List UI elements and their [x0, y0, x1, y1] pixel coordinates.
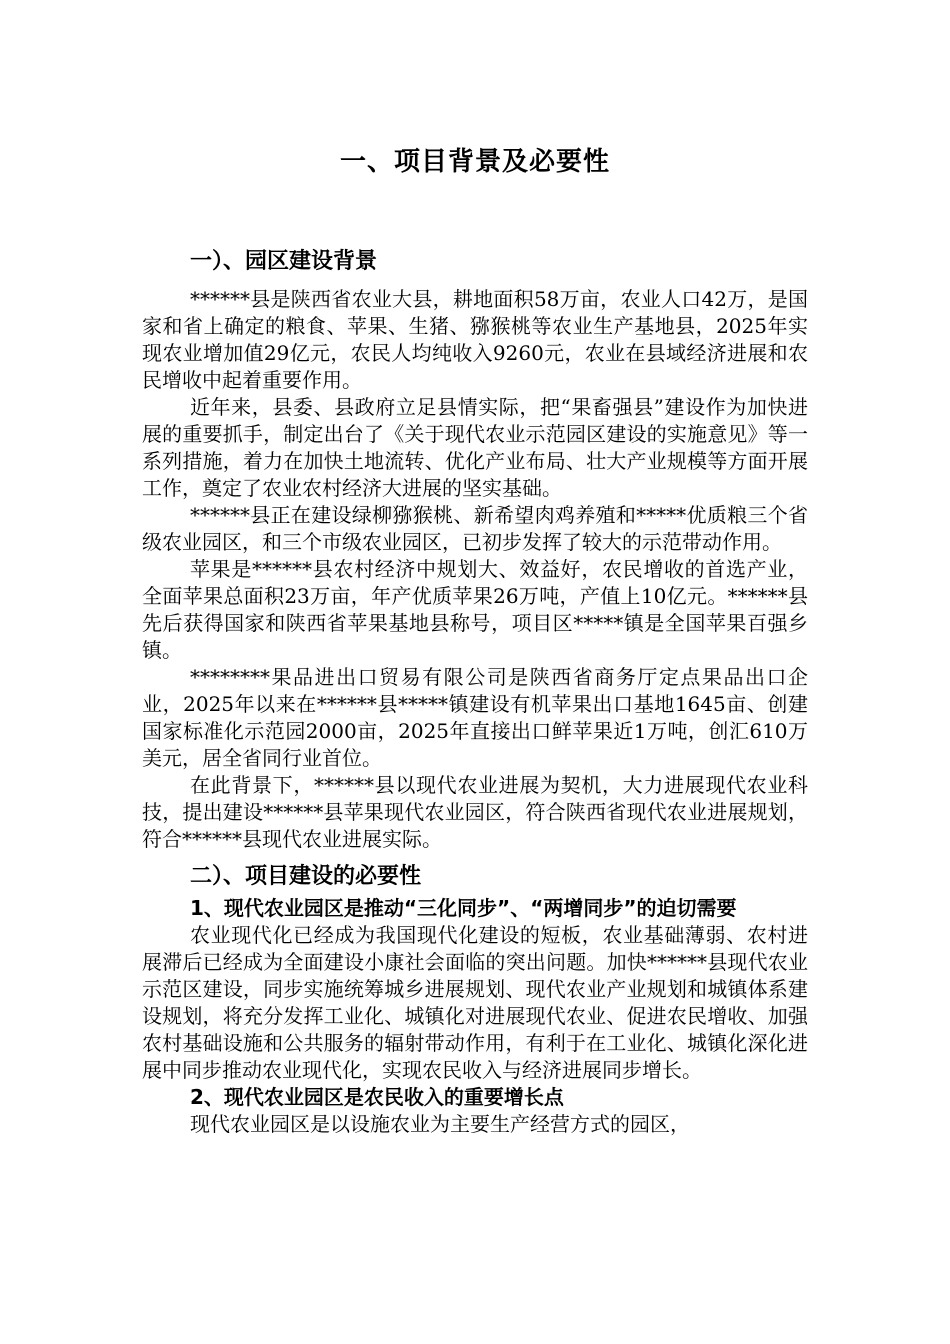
paragraph: 农业现代化已经成为我国现代化建设的短板，农业基础薄弱、农村进展滞后已经成为全面建设小康社会面临的突出问题。加快******县现代农业示范区建设，同步实施统筹城乡进展规划、现代农业产业规划和城镇体系建设规划，将充分发挥工业化、城镇化对进展现代农业、促进农民增收、加强农村基础设施和公共服务的辐射带动作用，有利于在工业化、城镇化深化进展中同步推动农业现代化，实现农民收入与经济进展同步增长。 [142, 923, 808, 1082]
section-heading-background: 一）、园区建设背景 [190, 249, 378, 274]
page-title: 一、项目背景及必要性 [339, 147, 610, 177]
paragraph: 在此背景下，******县以现代农业进展为契机，大力进展现代农业科技，提出建设******县苹果现代农业园区，符合陕西省现代农业进展规划，符合******县现代农业进展实际。 [142, 773, 808, 851]
paragraph: 苹果是******县农村经济中规划大、效益好，农民增收的首选产业，全面苹果总面积23万亩，年产优质苹果26万吨，产值上10亿元。******县先后获得国家和陕西省苹果基地县称号，项目区*****镇是全国苹果百强乡镇。 [142, 557, 808, 662]
paragraph: ********果品进出口贸易有限公司是陕西省商务厅定点果品出口企业，2025年以来在******县*****镇建设有机苹果出口基地1645亩、创建国家标准化示范园2000亩，2025年直接出口鲜苹果近1万吨，创汇610万美元，居全省同行业首位。 [142, 665, 808, 770]
paragraph: ******县正在建设绿柳猕猴桃、新希望肉鸡养殖和*****优质粮三个省级农业园区，和三个市级农业园区，已初步发挥了较大的示范带动作用。 [142, 503, 808, 554]
paragraph: ******县是陕西省农业大县，耕地面积58万亩，农业人口42万，是国家和省上确定的粮食、苹果、生猪、猕猴桃等农业生产基地县，2025年实现农业增加值29亿元，农民人均纯收入9260元，农业在县域经济进展和农民增收中起着重要作用。 [142, 287, 808, 392]
paragraph: 现代农业园区是以设施农业为主要生产经营方式的园区， [190, 1112, 690, 1136]
section-heading-necessity: 二）、项目建设的必要性 [190, 864, 422, 889]
paragraph: 近年来，县委、县政府立足县情实际，把“果畜强县”建设作为加快进展的重要抓手，制定出台了《关于现代农业示范园区建设的实施意见》等一系列措施，着力在加快土地流转、优化产业布局、壮大产业规模等方面开展工作，奠定了农业农村经济大进展的坚实基础。 [142, 395, 808, 500]
subsection-heading-2: 2、现代农业园区是农民收入的重要增长点 [190, 1085, 564, 1109]
document-body [142, 244, 808, 1138]
subsection-heading-1: 1、现代农业园区是推动“三化同步”、“两增同步”的迫切需要 [190, 896, 737, 920]
